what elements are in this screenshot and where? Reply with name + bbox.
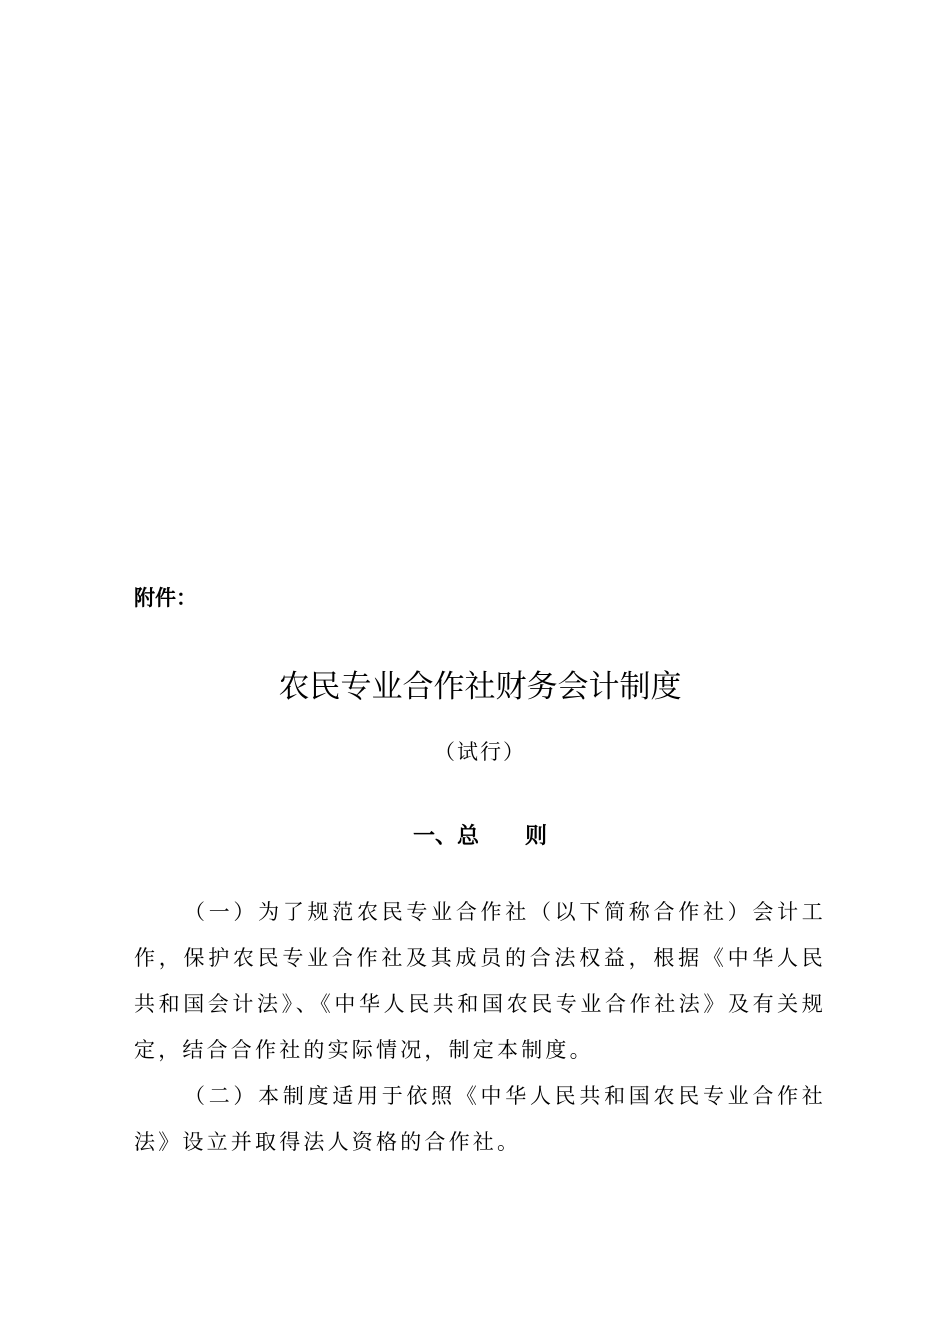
document-title: 农民专业合作社财务会计制度 — [278, 669, 682, 705]
document-body — [134, 889, 826, 1165]
section-heading: 一、总 则 — [413, 824, 547, 849]
document-subtitle: （试行） — [434, 740, 526, 764]
attachment-label: 附件： — [134, 586, 197, 610]
paragraph-2: （二）本制度适用于依照《中华人民共和国农民专业合作社法》设立并取得法人资格的合作社。 — [134, 1084, 826, 1154]
paragraph-1: （一）为了规范农民专业合作社（以下简称合作社）会计工作，保护农民专业合作社及其成员的合法权益，根据《中华人民共和国会计法》、《中华人民共和国农民专业合作社法》及有关规定，结合合作社的实际情况，制定本制度。 — [134, 900, 826, 1062]
